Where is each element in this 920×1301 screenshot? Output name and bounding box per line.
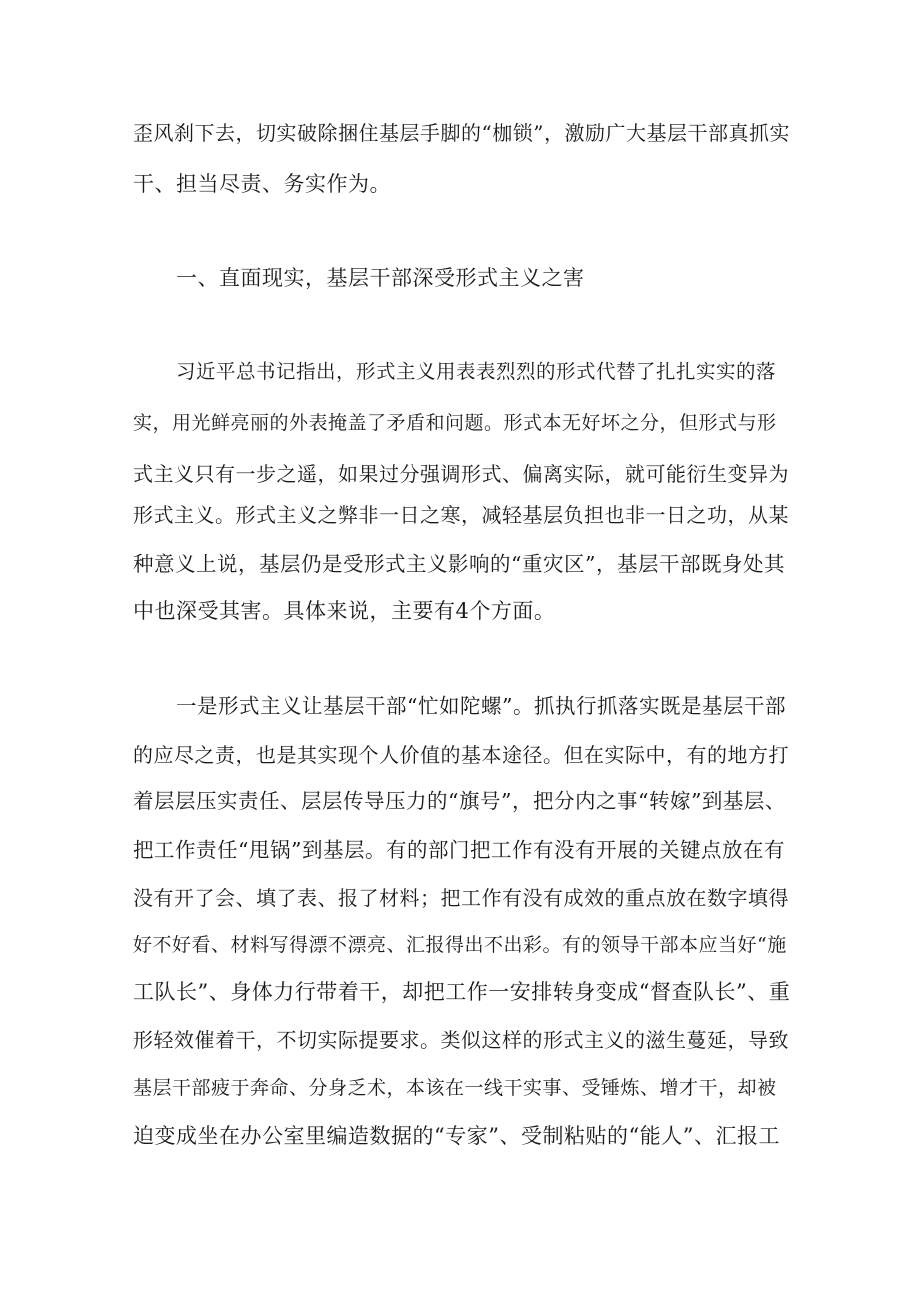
body-text-line: 形式主义。形式主义之弊非一日之寒，减轻基层负担也非一日之功，从某	[133, 503, 789, 527]
body-text-line: 基层干部疲于奔命、分身乏术，本该在一线干实事、受锤炼、增才干，却被	[133, 1077, 777, 1099]
body-text-line: 习近平总书记指出，形式主义用表表烈烈的形式代替了扎扎实实的落	[176, 360, 777, 383]
body-text-line: 迫变成坐在办公室里编造数据的“专家”、受制粘贴的“能人”、汇报工	[133, 1124, 780, 1148]
body-text-line: 没有开了会、填了表、报了材料；把工作有没有成效的重点放在数字填得	[133, 886, 789, 910]
body-text-line: 一是形式主义让基层干部“忙如陀螺”。抓执行抓落实既是基层干部	[176, 694, 786, 718]
body-text-line: 把工作责任“甩锅”到基层。有的部门把工作有没有开展的关键点放在有	[133, 838, 785, 862]
body-text-line: 干、担当尽责、务实作为。	[133, 172, 391, 196]
body-text-line: 着层层压实责任、层层传导压力的“旗号”，把分内之事“转嫁”到基层、	[133, 789, 786, 813]
body-text-line: 工队长”、身体力行带着干，却把工作一安排转身变成“督查队长”、重	[133, 980, 791, 1004]
section-heading: 一、直面现实，基层干部深受形式主义之害	[176, 266, 585, 290]
body-text-line: 实，用光鲜亮丽的外表掩盖了矛盾和问题。形式本无好坏之分，但形式与形	[133, 412, 777, 434]
body-text-line: 歪风刹下去，切实破除捆住基层手脚的“枷锁”，激励广大基层干部真抓实	[133, 121, 790, 145]
body-text-line: 种意义上说，基层仍是受形式主义影响的“重灾区”，基层干部既身处其	[133, 552, 785, 576]
body-text-line: 好不好看、材料写得漂不漂亮、汇报得出不出彩。有的领导干部本应当好“施	[133, 934, 787, 956]
body-text-line: 形轻效催着干，不切实际提要求。类似这样的形式主义的滋生蔓延，导致	[133, 1028, 789, 1052]
body-text-line: 的应尽之责，也是其实现个人价值的基本途径。但在实际中，有的地方打	[133, 743, 789, 767]
body-text-line: 式主义只有一步之遥，如果过分强调形式、偏离实际，就可能衍生变异为	[133, 462, 789, 486]
body-text-line: 中也深受其害。具体来说，主要有4个方面。	[133, 599, 556, 623]
